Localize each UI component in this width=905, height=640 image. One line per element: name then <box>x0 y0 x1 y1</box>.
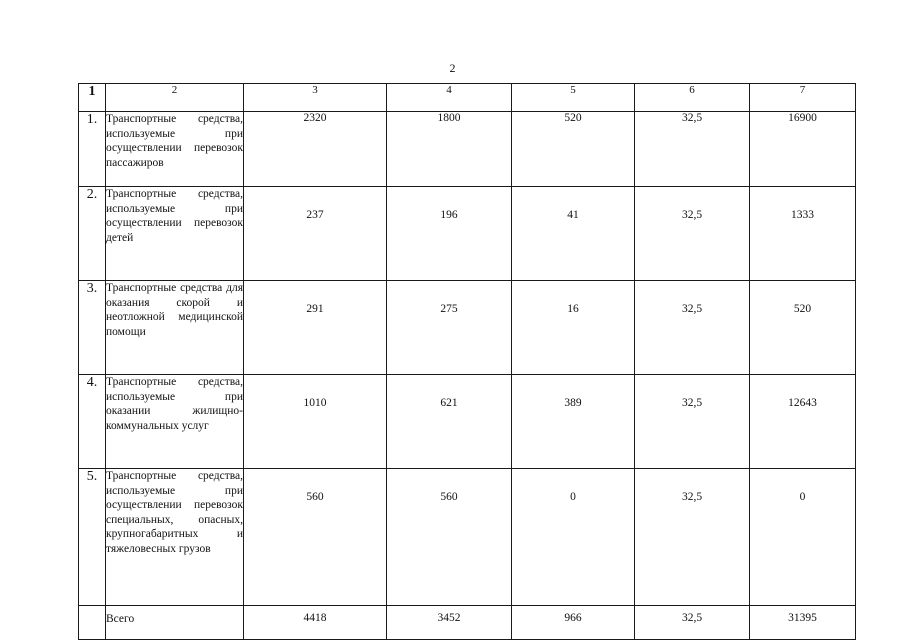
cell-col5: 16 <box>512 281 635 375</box>
cell-col3: 560 <box>244 469 387 606</box>
cell-col3: 2320 <box>244 112 387 187</box>
total-number-cell <box>79 606 106 640</box>
cell-col5: 389 <box>512 375 635 469</box>
cell-col3: 237 <box>244 187 387 281</box>
cell-col6: 32,5 <box>635 187 750 281</box>
cell-col4: 560 <box>387 469 512 606</box>
table-row <box>79 375 856 469</box>
row-number: 3. <box>79 281 106 375</box>
cell-col7: 0 <box>750 469 856 606</box>
row-description: Транспортные средства, используемые при оказании жилищно-коммунальных услуг <box>106 375 244 469</box>
row-description: Транспортные средства для оказания скорой и неотложной медицинской помощи <box>106 281 244 375</box>
header-cell-6: 6 <box>635 84 750 112</box>
table-total-row <box>79 606 856 640</box>
total-col6: 32,5 <box>635 606 750 640</box>
cell-col7: 12643 <box>750 375 856 469</box>
row-number: 4. <box>79 375 106 469</box>
row-description: Транспортные средства, используемые при осуществлении перевозок специальных, опасных, крупногабаритных и тяжеловесных грузов <box>106 469 244 606</box>
table-row <box>79 281 856 375</box>
cell-col7: 1333 <box>750 187 856 281</box>
cell-col7: 520 <box>750 281 856 375</box>
data-table <box>78 83 856 640</box>
header-cell-1: 1 <box>79 84 106 112</box>
header-cell-7: 7 <box>750 84 856 112</box>
cell-col5: 520 <box>512 112 635 187</box>
cell-col5: 41 <box>512 187 635 281</box>
row-number: 2. <box>79 187 106 281</box>
table-header-row <box>79 84 856 112</box>
table-row <box>79 469 856 606</box>
page-number: 2 <box>449 61 456 75</box>
total-col7: 31395 <box>750 606 856 640</box>
cell-col6: 32,5 <box>635 469 750 606</box>
total-col5: 966 <box>512 606 635 640</box>
cell-col3: 291 <box>244 281 387 375</box>
cell-col5: 0 <box>512 469 635 606</box>
table-row <box>79 187 856 281</box>
total-col3: 4418 <box>244 606 387 640</box>
cell-col4: 621 <box>387 375 512 469</box>
table-row <box>79 112 856 187</box>
header-cell-5: 5 <box>512 84 635 112</box>
header-cell-2: 2 <box>106 84 244 112</box>
row-number: 1. <box>79 112 106 187</box>
cell-col7: 16900 <box>750 112 856 187</box>
cell-col6: 32,5 <box>635 112 750 187</box>
row-number: 5. <box>79 469 106 606</box>
row-description: Транспортные средства, используемые при осуществлении перевозок детей <box>106 187 244 281</box>
header-cell-4: 4 <box>387 84 512 112</box>
total-label: Всего <box>106 606 244 640</box>
cell-col6: 32,5 <box>635 375 750 469</box>
row-description: Транспортные средства, используемые при осуществлении перевозок пассажиров <box>106 112 244 187</box>
cell-col6: 32,5 <box>635 281 750 375</box>
header-cell-3: 3 <box>244 84 387 112</box>
cell-col3: 1010 <box>244 375 387 469</box>
cell-col4: 196 <box>387 187 512 281</box>
cell-col4: 1800 <box>387 112 512 187</box>
total-col4: 3452 <box>387 606 512 640</box>
cell-col4: 275 <box>387 281 512 375</box>
